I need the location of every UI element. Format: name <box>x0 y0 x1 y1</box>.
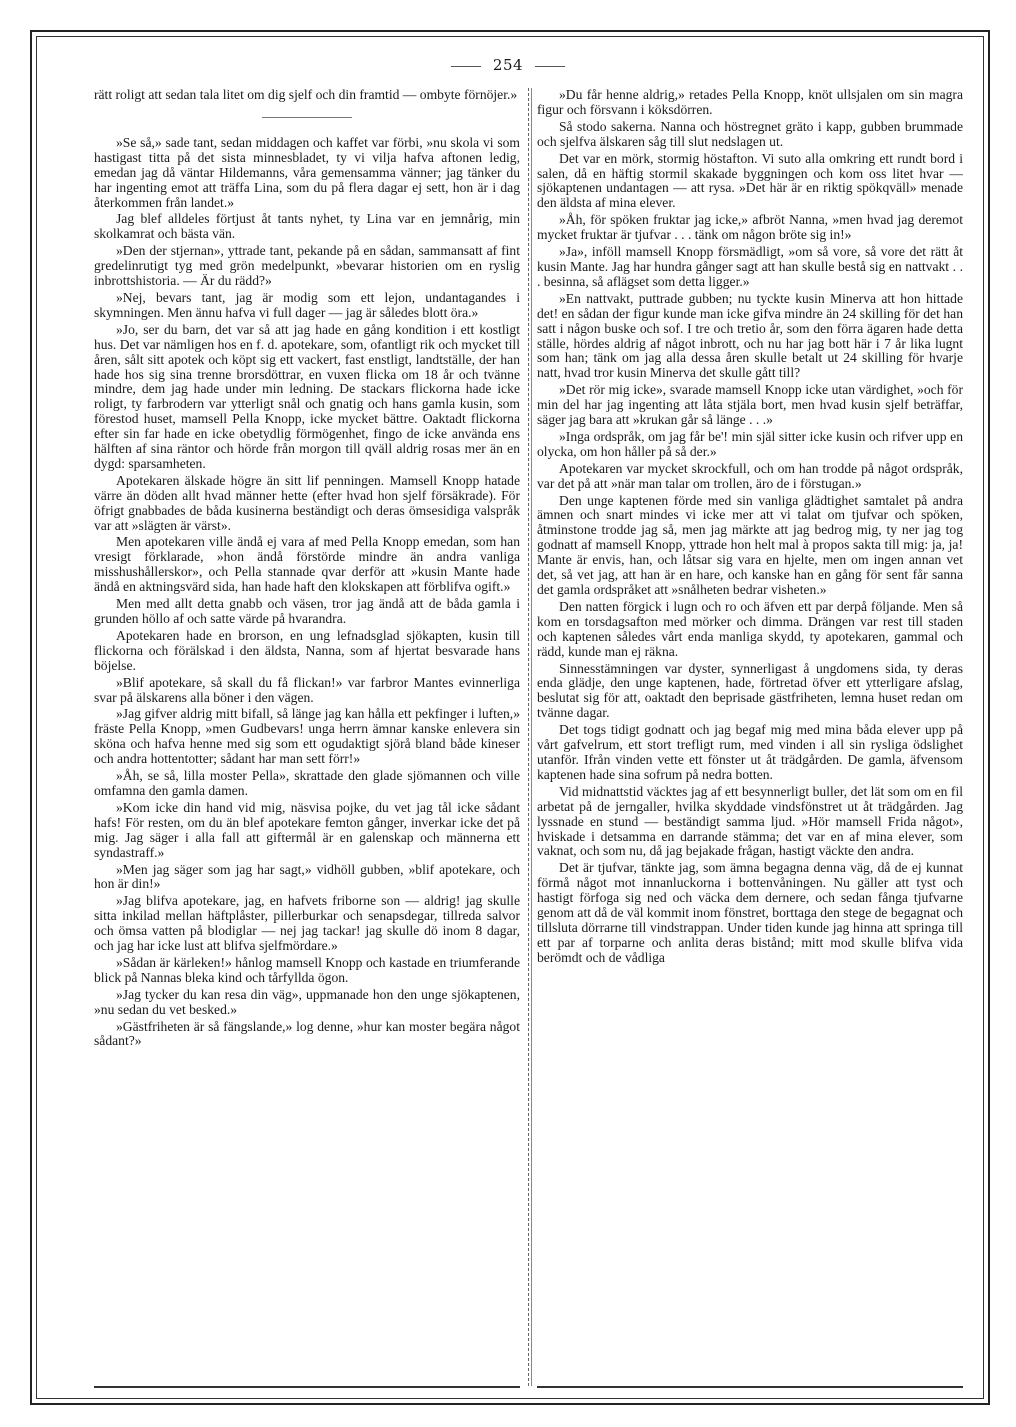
paragraph: »Den der stjernan», yttrade tant, pekande på en sådan, sammansatt af fint gredelinrutigt tyg med grön medelpunkt, »bevarar historien om en ryslig inbrottshistoria. — Är du rädd?» <box>94 243 520 289</box>
left-column <box>94 88 520 1051</box>
left-opening-paragraph: rätt roligt att sedan tala litet om dig sjelf och din framtid — ombyte förnöjer.» <box>94 87 518 102</box>
paragraph: »Jag tycker du kan resa din väg», uppmanade hon den unge sjökaptenen, »nu sedan du vet besked.» <box>94 986 520 1017</box>
paragraph: Det var en mörk, stormig höstafton. Vi suto alla omkring ett rundt bord i salen, då en häftig stormil skakade byggningen och kom oss litet hvar — sjökaptenen undantagen — att rysa. »Det här är en riktig spökqväll» menade den äldsta af mina elever. <box>537 150 963 211</box>
page-number <box>0 56 1016 74</box>
paragraph: »Gästfriheten är så fängslande,» log denne, »hur kan moster begära något sådant?» <box>94 1018 520 1049</box>
paragraph: »Sådan är kärleken!» hånlog mamsell Knopp och kastade en triumferande blick på Nannas bleka kind och tårfyllda ögon. <box>94 954 520 985</box>
right-paragraphs <box>537 88 963 966</box>
paragraph: Sinnesstämningen var dyster, synnerligast å ungdomens sida, ty deras enda glädje, den unge kaptenen, hade, förtretad öfver ett ytterligare afslag, beslutat sig för att, oaktadt den beprisade gästfriheten, lemna huset redan om tvänne dagar. <box>537 660 963 721</box>
paragraph: Men med allt detta gnabb och väsen, tror jag ändå att de båda gamla i grunden höllo af och satte värde på hvarandra. <box>94 596 520 626</box>
right-column <box>537 88 963 968</box>
bottom-rule-right <box>537 1386 963 1388</box>
column-divider-line <box>531 88 532 1386</box>
paragraph: »Du får henne aldrig,» retades Pella Knopp, knöt ullsjalen om sin magra figur och försvann i köksdörren. <box>537 87 963 117</box>
bottom-rule-left <box>94 1386 520 1388</box>
paragraph: »En nattvakt, puttrade gubben; nu tyckte kusin Minerva att hon hittade det! en sådan der figur kunde man icke gifva mindre än 24 skilling för det han satt i någon buske och sof. I tre och tretio år, som den förra ägaren hade detta ställe, hördes aldrig af något inbrott, och nu har jag bott här i 7 år lika lugnt som han; tänk om jag alla dessa åren skulle betalt ut 24 skilling för hvarje natt, hvad tror kusin Minerva det skulle gått till? <box>537 290 963 381</box>
paragraph: Jag blef alldeles förtjust åt tants nyhet, ty Lina var en jemnårig, min skolkamrat och bästa vän. <box>94 211 520 242</box>
left-paragraphs <box>94 136 520 1049</box>
page-number-text: 254 <box>492 56 524 74</box>
paragraph: »Kom icke din hand vid mig, näsvisa pojke, du vet jag tål icke sådant hafs! För resten, om du än blef apotekare femton gånger, inverkar icke det på mig. Jag säger i alla fall att giftermål är en galenskap och männerna ett syndastraff.» <box>94 799 520 860</box>
paragraph: »Åh, se så, lilla moster Pella», skrattade den glade sjömannen och ville omfamna den gamla damen. <box>94 768 520 798</box>
section-separator-rule <box>262 117 352 118</box>
paragraph: »Det rör mig icke», svarade mamsell Knopp icke utan värdighet, »och för min del har jag ingenting att låta stjäla bort, men hvad kusin sjelf beträffar, säger jag bara att »krukan går så länge . . .» <box>537 382 963 428</box>
paragraph: Apotekaren älskade högre än sitt lif penningen. Mamsell Knopp hatade värre än döden allt hvad männer hette (efter hvad hon sjelf försäkrade). För öfrigt gnabbades de båda kusinerna beständigt och deras ömsesidiga valspråk var att »slägten är värst». <box>94 472 520 533</box>
paragraph: Så stodo sakerna. Nanna och höstregnet gräto i kapp, gubben brummade och sjelfva älskaren såg till slut nedslagen ut. <box>537 118 963 149</box>
paragraph: »Nej, bevars tant, jag är modig som ett lejon, undantagandes i skymningen. Men ännu hafva vi full dager — jag är således blott öra.» <box>94 289 520 320</box>
paragraph: Vid midnattstid väcktes jag af ett besynnerligt buller, det lät som om en fil arbetat på de jerngaller, hvilka skyddade vindsfönstret ut åt trädgården. Jag lyssnade en stund — beständigt samma ljud. »Hör mamsell Frida något», hviskade i detsamma en darrande stämma; det var en af mina elever, som vaknat, och som nu, då jag bejakade frågan, hastigt väckte den andra. <box>537 783 963 859</box>
paragraph: Apotekaren hade en brorson, en ung lefnadsglad sjökapten, kusin till flickorna och förälskad i den äldsta, Nanna, som af hjertat besvarade hans böjelse. <box>94 627 520 673</box>
paragraph: Apotekaren var mycket skrockfull, och om han trodde på något ordspråk, var det på att »när man talar om trollen, äro de i förstugan.» <box>537 460 963 491</box>
paragraph: »Jag blifva apotekare, jag, en hafvets friborne son — aldrig! jag skulle sitta inkilad mellan häftplåster, pillerburkar och senapsdegar, tillreda salvor och ömsa vatten på blodiglar — nej jag tackar! jag skulle dö inom 8 dagar, och jag har icke lust att blifva sjelfmördare.» <box>94 893 520 954</box>
page-number-dash-right <box>535 66 565 67</box>
paragraph: »Men jag säger som jag har sagt,» vidhöll gubben, »blif apotekare, och hon är din!» <box>94 861 520 892</box>
paragraph: »Inga ordspråk, om jag får be'! min själ sitter icke kusin och rifver upp en olycka, om hon håller på så der.» <box>537 428 963 459</box>
paragraph: Den unge kaptenen förde med sin vanliga glädtighet samtalet på andra ämnen och snart mindes vi icke mer att vi talat om tjufvar och spöken, åtminstone trodde jag så, men jag märkte att jag bedrog mig, ty ner jag tog godnatt af mamsell Knopp, yttrade hon helt mal à propos sakta till mig: ja, ja! Mante är envis, han, och låtsar sig vara en hjelte, men om ingen annan vet det, så vet jag, att han är en hare, och kanske han en gång för sent får sanna det gamla ordspråket att »snålheten bedrar visheten.» <box>537 492 963 597</box>
paragraph: »Jo, ser du barn, det var så att jag hade en gång kondition i ett kostligt hus. Det var nämligen hos en f. d. apotekare, som, ofantligt rik och mycket till åren, sålt sitt apotek och köpt sig ett vackert, fast enstligt, landtställe, der han hade hos sig sina trenne brorsdöttrar, en vuxen flicka om 18 år och tvänne mindre, dem jag hade under min ledning. De stackars flickorna hade icke roligt, ty farbrodern var ytterligt snål och gnatig och hans gamla kusin, som förestod huset, mamsell Pella Knopp, icke mycket bättre. Oaktadt flickorna efter sin far hade en icke obetydlig förmögenhet, fingo de icke använda ens hälften af sina räntor och hörde från morgon till qväll aldrig rosas mer än en dygd: sparsamheten. <box>94 321 520 471</box>
paragraph: Det togs tidigt godnatt och jag begaf mig med mina båda elever upp på vårt gafvelrum, ett stort trefligt rum, med vinden i all sin rysliga ödslighet utanför. Ifrån vinden vette ett fönster ut åt trädgården. De gamla, äfvensom kaptenen hade sina sofrum på nedra botten. <box>537 722 963 782</box>
paragraph: »Blif apotekare, så skall du få flickan!» var farbror Mantes evinnerliga svar på älskarens alla böner i den vägen. <box>94 674 520 705</box>
paragraph: »Ja», inföll mamsell Knopp försmädligt, »om så vore, så vore det rätt åt kusin Mante. Jag har hundra gånger sagt att han skulle bestå sig en nattvakt . . . besinna, så aflägset som detta ligger.» <box>537 244 963 289</box>
column-divider <box>528 88 529 1386</box>
paragraph: »Åh, för spöken fruktar jag icke,» afbröt Nanna, »men hvad jag deremot mycket fruktar är tjufvar . . . tänk om någon bröte sig in!» <box>537 212 963 243</box>
page-number-dash-left <box>451 66 481 67</box>
paragraph: Men apotekaren ville ändå ej vara af med Pella Knopp emedan, som han vresigt förklarade, »hon ändå förstörde mindre än andra vanliga misshushållerskor», och Pella stannade qvar derför att »kusin Mante hade ändå en aktningsvärd sida, han hade haft den klokskapen att förblifva ogift.» <box>94 534 520 595</box>
paragraph: »Jag gifver aldrig mitt bifall, så länge jag kan hålla ett pekfinger i luften,» fräste Pella Knopp, »men Gudbevars! unga herrn ämnar kanske enlevera sin sköna och hafva henne med sig som ett ogudaktigt sjörå bland både kineser och andra hottentotter; sådant har man sett förr!» <box>94 706 520 767</box>
paragraph: »Se så,» sade tant, sedan middagen och kaffet var förbi, »nu skola vi som hastigast titta på det sista minnesbladet, ty vi vilja hafva aftonen ledig, emedan jag då väntar Hildemanns, våra gemensamma vänner; jag tänker du har ingenting emot att träffa Lina, som du på flera dagar ej sett, hon är i dag återkommen från landet.» <box>94 134 520 210</box>
paragraph: Den natten förgick i lugn och ro och äfven ett par derpå följande. Men så kom en torsdagsafton med mörker och dimma. Drängen var rest till staden och kaptenen således vårt enda manliga skydd, ty apotekaren, gammal och rädd, kunde man ej räkna. <box>537 598 963 659</box>
paragraph: Det är tjufvar, tänkte jag, som ämna begagna denna väg, då de ej kunnat förmå något mot innanluckorna i bottenvåningen. Nu gäller att tyst och hastigt förfoga sig ned och väcka dem dernere, och sedan fånga tjufvarne genom att då de väl kommit inom fönstret, borttaga den stege de begagnat och tillsluta dörrarne till vindstrappan. Under tiden kunde jag hinna att springa till ett par af torparne och anlita deras bistånd; mitt mod skulle blifva vida berömdt och de vådliga <box>537 860 963 965</box>
